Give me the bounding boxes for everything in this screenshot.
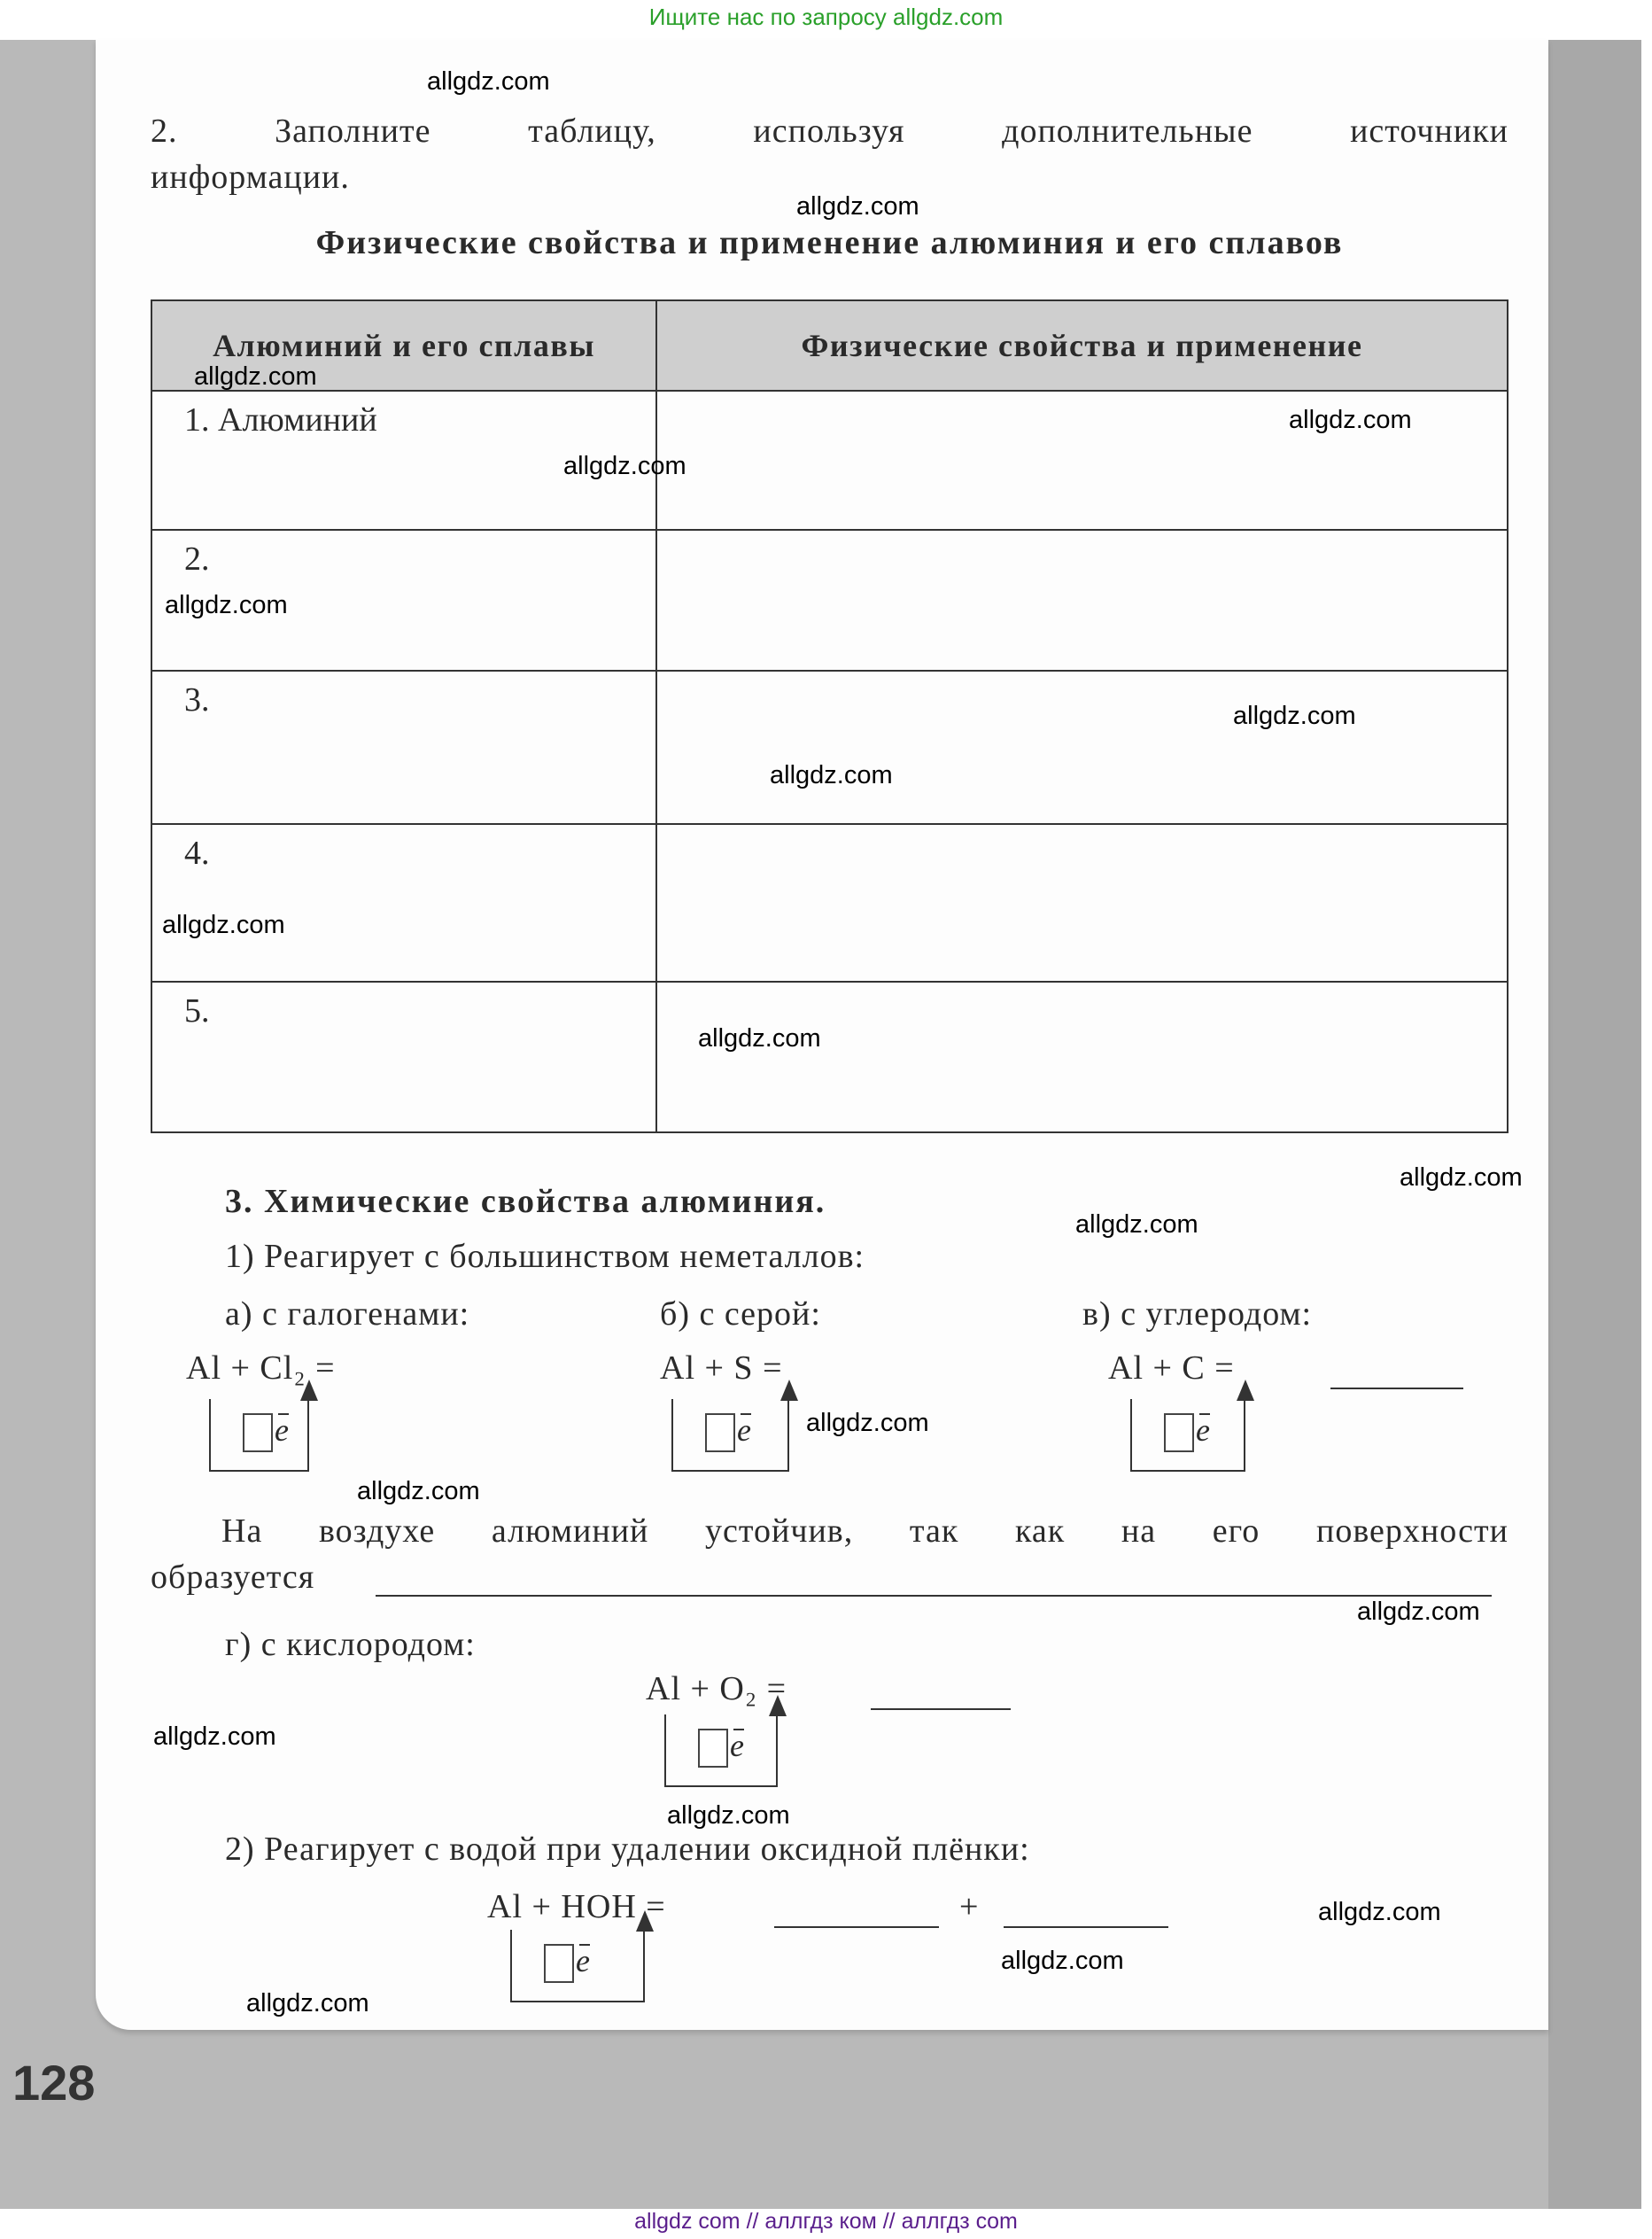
- electron-count-box[interactable]: [698, 1729, 728, 1768]
- table-title: Физические свойства и применение алюминия и его сплавов: [315, 224, 1344, 261]
- row-label: 1. Алюминий: [151, 391, 656, 530]
- electron-transfer-bracket: [1130, 1399, 1245, 1472]
- scan-right-edge: [1548, 40, 1641, 2209]
- watermark-text: allgdz.com: [162, 911, 285, 939]
- answer-cell[interactable]: [656, 824, 1508, 982]
- watermark-text: allgdz.com: [1001, 1947, 1124, 1975]
- electron-transfer-bracket: [671, 1399, 789, 1472]
- air-stability-line1: На воздухе алюминий устойчив, так как на его поверхности: [221, 1512, 1509, 1550]
- table-row: [151, 530, 1508, 671]
- answer-cell[interactable]: [656, 530, 1508, 671]
- watermark-text: allgdz.com: [1075, 1210, 1198, 1239]
- answer-line[interactable]: [1330, 1388, 1463, 1389]
- watermark-text: allgdz.com: [806, 1409, 929, 1437]
- watermark-text: allgdz.com: [1233, 702, 1356, 730]
- equation-al-o2: Al + O₂ =: [646, 1670, 787, 1707]
- table-row: [151, 824, 1508, 982]
- watermark-text: allgdz.com: [357, 1477, 480, 1505]
- electron-symbol: e: [1196, 1412, 1210, 1448]
- electron-count-box[interactable]: [243, 1413, 273, 1452]
- item1-text: 1) Реагирует с большинством неметаллов:: [225, 1238, 865, 1275]
- task2-text-line1: 2. Заполните таблицу, используя дополнительные источники: [151, 113, 1509, 150]
- watermark-text: allgdz.com: [1318, 1898, 1441, 1926]
- air-stability-line2: образуется: [151, 1559, 315, 1596]
- header-properties: Физические свойства и применение: [656, 300, 1508, 391]
- watermark-text: allgdz.com: [194, 362, 317, 391]
- answer-line[interactable]: [871, 1708, 1011, 1710]
- electron-symbol: e: [737, 1412, 751, 1448]
- top-banner: [0, 0, 1652, 40]
- watermark-text: allgdz.com: [563, 452, 686, 480]
- answer-cell[interactable]: [656, 982, 1508, 1132]
- watermark-text: allgdz.com: [796, 192, 919, 221]
- answer-line[interactable]: [774, 1926, 939, 1928]
- electron-transfer-bracket: [209, 1399, 309, 1472]
- watermark-text: allgdz.com: [427, 67, 550, 96]
- table-row: [151, 982, 1508, 1132]
- page-number: 128: [12, 2055, 96, 2111]
- watermark-text: allgdz.com: [165, 591, 288, 619]
- task2-text-line2: информации.: [151, 159, 350, 196]
- equation-al-c: Al + C =: [1108, 1349, 1235, 1387]
- watermark-text: allgdz.com: [1357, 1598, 1480, 1626]
- watermark-text: allgdz.com: [1400, 1163, 1523, 1192]
- sub-g-oxygen: г) с кислородом:: [225, 1626, 476, 1663]
- equation-al-water: Al + HOH =: [487, 1888, 666, 1925]
- bottom-banner-text[interactable]: allgdz com // аллгдз ком // аллгдз com: [634, 2209, 1018, 2234]
- table-row: [151, 671, 1508, 824]
- arrow-up-icon: [300, 1380, 318, 1401]
- electron-count-box[interactable]: [1164, 1413, 1194, 1452]
- equation-al-cl2: Al + Cl₂ =: [186, 1349, 336, 1387]
- row-label: 2.: [151, 530, 656, 671]
- electron-transfer-bracket: [510, 1930, 645, 2002]
- plus-sign: +: [959, 1888, 980, 1925]
- watermark-text: allgdz.com: [1289, 406, 1412, 434]
- watermark-text: allgdz.com: [698, 1024, 821, 1053]
- sub-c-carbon: в) с углеродом:: [1082, 1295, 1313, 1333]
- electron-count-box[interactable]: [544, 1944, 574, 1983]
- sub-a-halogens: а) с галогенами:: [225, 1295, 470, 1333]
- answer-cell[interactable]: [656, 671, 1508, 824]
- electron-symbol: e: [275, 1412, 289, 1448]
- electron-symbol: e: [730, 1728, 744, 1763]
- arrow-up-icon: [769, 1695, 787, 1716]
- arrow-up-icon: [1237, 1380, 1254, 1401]
- item2-text: 2) Реагирует с водой при удалении оксидной плёнки:: [225, 1831, 1030, 1868]
- watermark-text: allgdz.com: [667, 1801, 790, 1830]
- answer-line-oxide-film[interactable]: [376, 1595, 1492, 1597]
- equation-al-s: Al + S =: [660, 1349, 783, 1387]
- table-header-row: [151, 300, 1508, 391]
- header-alloys: Алюминий и его сплавы: [151, 300, 656, 391]
- top-banner-text[interactable]: Ищите нас по запросу allgdz.com: [648, 4, 1004, 30]
- arrow-up-icon: [636, 1910, 654, 1932]
- watermark-text: allgdz.com: [770, 761, 893, 789]
- watermark-text: allgdz.com: [153, 1722, 276, 1751]
- task3-title: 3. Химические свойства алюминия.: [225, 1183, 826, 1220]
- electron-transfer-bracket: [664, 1714, 778, 1787]
- row-label: 4.: [151, 824, 656, 982]
- arrow-up-icon: [780, 1380, 798, 1401]
- watermark-text: allgdz.com: [246, 1989, 369, 2017]
- answer-line[interactable]: [1004, 1926, 1168, 1928]
- row-label: 5.: [151, 982, 656, 1132]
- electron-count-box[interactable]: [705, 1413, 735, 1452]
- bottom-banner: [0, 2209, 1652, 2239]
- electron-symbol: e: [576, 1943, 590, 1979]
- row-label: 3.: [151, 671, 656, 824]
- sub-b-sulfur: б) с серой:: [660, 1295, 821, 1333]
